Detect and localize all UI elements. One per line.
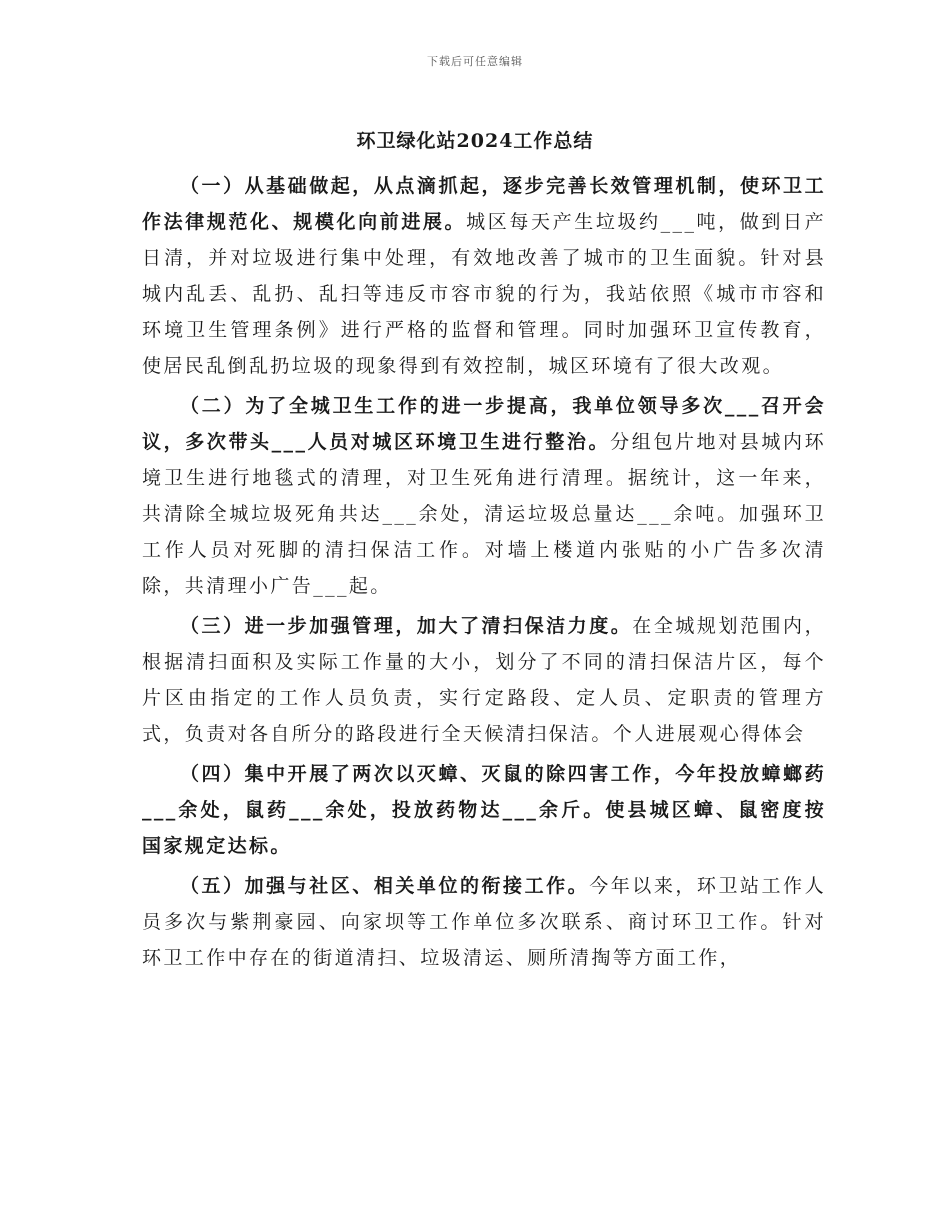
paragraph-5 bbox=[142, 868, 826, 976]
paragraph-3 bbox=[142, 608, 826, 752]
paragraph-5-text: 今年以来，环卫站工作人员多次与紫荆豪园、向家坝等工作单位多次联系、商讨环卫工作。针对环卫工作中存在的街道清扫、垃圾清运、厕所清掏等方面工作， bbox=[142, 875, 826, 969]
paragraph-3-text: 在全城规划范围内，根据清扫面积及实际工作量的大小，划分了不同的清扫保洁片区，每个片区由指定的工作人员负责，实行定路段、定人员、定职责的管理方式，负责对各自所分的路段进行全天候清扫保洁。个人进展观心得体会 bbox=[142, 615, 826, 745]
header-note: 下载后可任意编辑 bbox=[427, 55, 523, 68]
paragraph-3-heading: （三）进一步加强管理，加大了清扫保洁力度。 bbox=[180, 615, 633, 637]
document-title: 环卫绿化站2024工作总结 bbox=[356, 130, 594, 152]
paragraph-2-heading: （二）为了全城卫生工作的进一步提高，我单位领导多次___召开会议，多次带头___人员对城区环境卫生进行整治。 bbox=[142, 395, 826, 453]
paragraph-5-heading: （五）加强与社区、相关单位的衔接工作。 bbox=[180, 875, 590, 897]
paragraph-1-heading: （一）从基础做起，从点滴抓起，逐步完善长效管理机制，使环卫工作法律规范化、规模化向前进展。 bbox=[142, 175, 826, 233]
paragraph-2 bbox=[142, 388, 826, 604]
paragraph-2-text: 分组包片地对县城内环境卫生进行地毯式的清理，对卫生死角进行清理。据统计，这一年来，共清除全城垃圾死角共达___余处，清运垃圾总量达___余吨。加强环卫工作人员对死脚的清扫保洁工作。对墙上楼道内张贴的小广告多次清除，共清理小广告___起。 bbox=[142, 431, 826, 597]
paragraph-4 bbox=[142, 756, 826, 864]
paragraph-1 bbox=[142, 168, 826, 384]
document-body bbox=[142, 168, 826, 980]
paragraph-1-text: 城区每天产生垃圾约___吨，做到日产日清，并对垃圾进行集中处理，有效地改善了城市的卫生面貌。针对县城内乱丢、乱扔、乱扫等违反市容市貌的行为，我站依照《城市市容和环境卫生管理条例》进行严格的监督和管理。同时加强环卫宣传教育，使居民乱倒乱扔垃圾的现象得到有效控制，城区环境有了很大改观。 bbox=[142, 211, 826, 377]
paragraph-4-heading: （四）集中开展了两次以灭蟑、灭鼠的除四害工作，今年投放蟑螂药___余处，鼠药___余处，投放药物达___余斤。使县城区蟑、鼠密度按国家规定达标。 bbox=[142, 763, 826, 857]
